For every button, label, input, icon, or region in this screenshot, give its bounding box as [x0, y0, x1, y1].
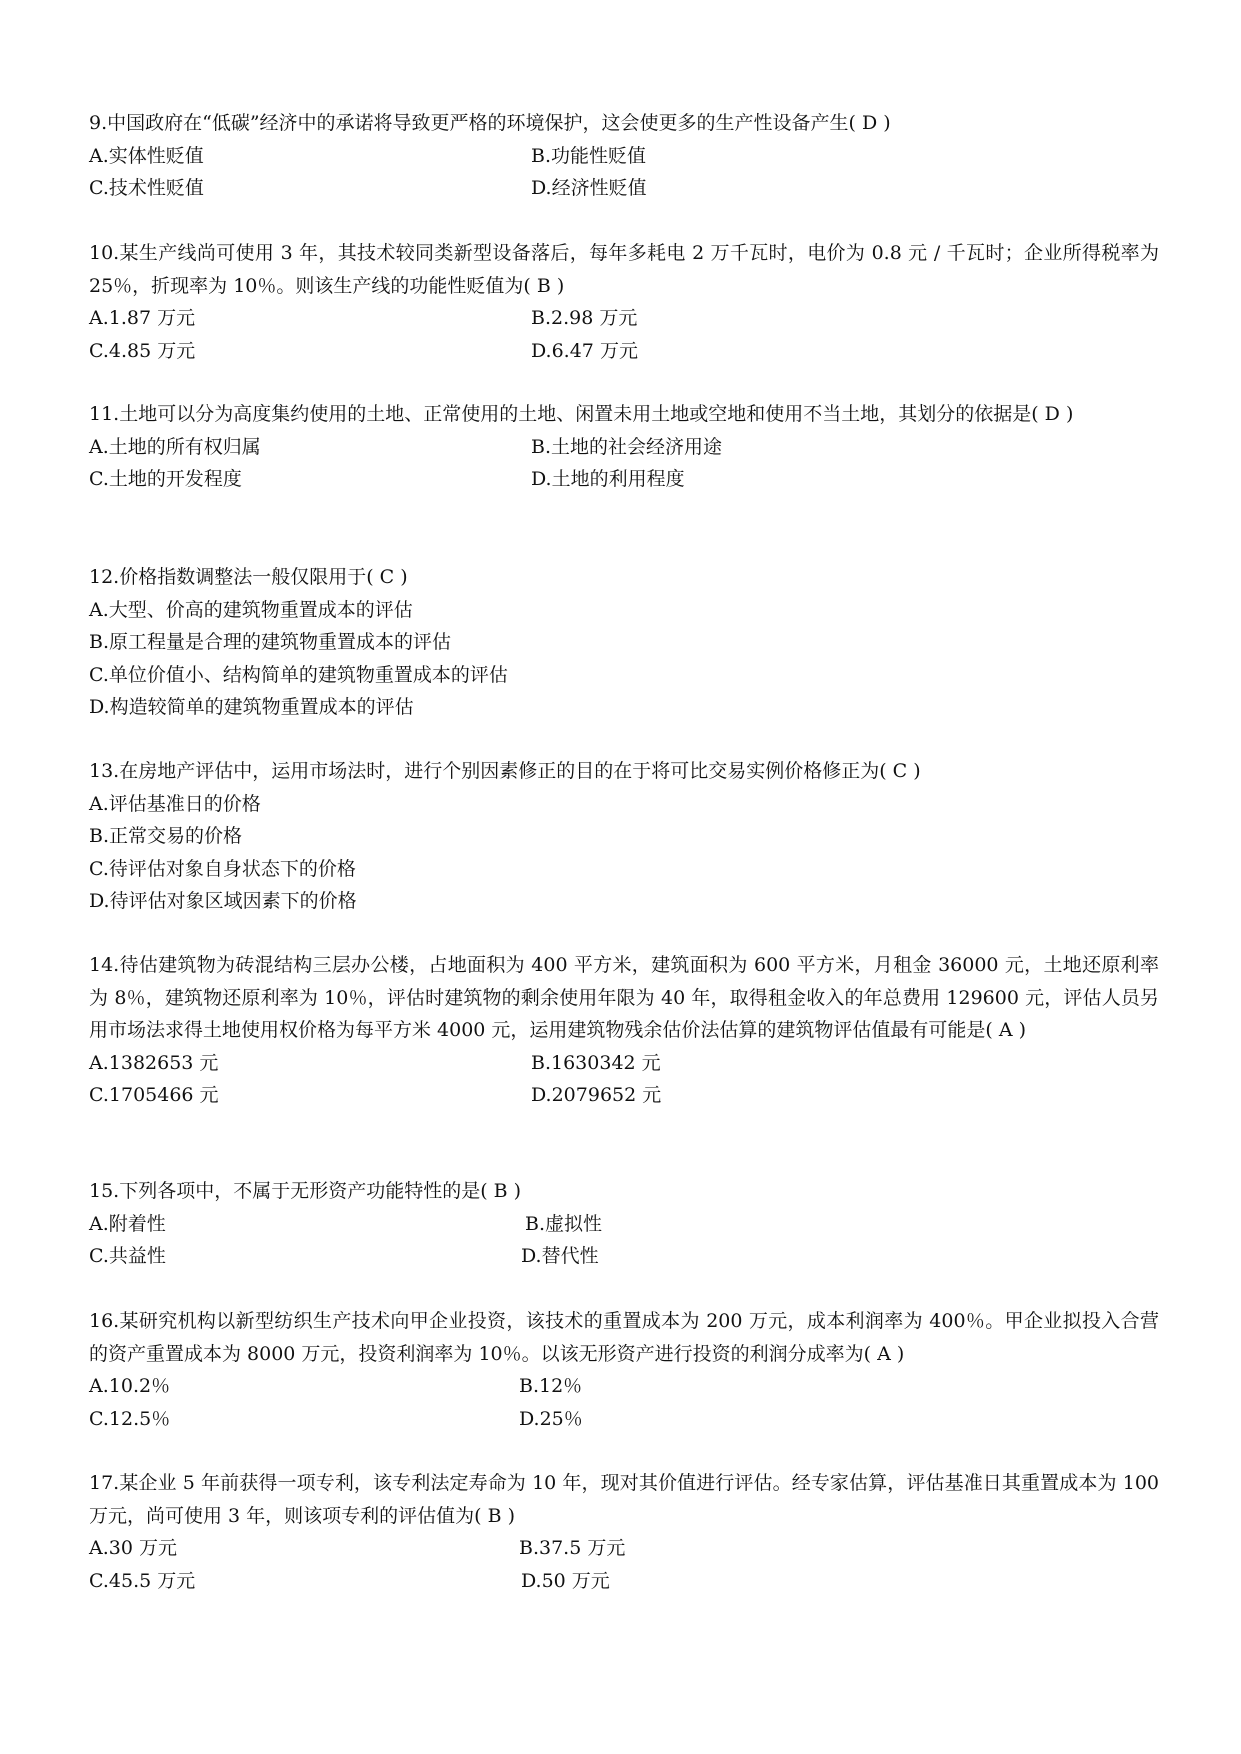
- question-stem: 16.某研究机构以新型纺织生产技术向甲企业投资，该技术的重置成本为 200 万元，成本利润率为 400％。甲企业拟投入合营的资产重置成本为 8000 万元，投资利润率为 10％。以该无形资产进行投资的利润分成率为( A ): [89, 1310, 1159, 1365]
- question-12: [89, 561, 1159, 724]
- option-c: C.单位价值小、结构简单的建筑物重置成本的评估: [89, 663, 508, 686]
- question-stem: 17.某企业 5 年前获得一项专利，该专利法定寿命为 10 年，现对其价值进行评估。经专家估算，评估基准日其重置成本为 100 万元，尚可使用 3 年，则该项专利的评估值为( B ): [89, 1472, 1159, 1527]
- question-stem: 15.下列各项中，不属于无形资产功能特性的是( B ): [89, 1180, 522, 1202]
- option-c: C.土地的开发程度: [89, 468, 242, 490]
- option-c: C.技术性贬值: [89, 177, 204, 199]
- option-a: A.1382653 元: [89, 1051, 219, 1074]
- option-d: D.6.47 万元: [531, 339, 638, 362]
- question-stem: 10.某生产线尚可使用 3 年，其技术较同类新型设备落后，每年多耗电 2 万千瓦时，电价为 0.8 元 / 千瓦时；企业所得税率为 25％，折现率为 10％。则该生产线的功能性贬值为( B ): [89, 242, 1159, 297]
- option-c: C.共益性: [89, 1245, 166, 1267]
- option-d: D.2079652 元: [531, 1084, 662, 1106]
- question-9: [89, 107, 1159, 205]
- option-row: [89, 172, 1159, 205]
- option-a: A.实体性贬值: [89, 144, 204, 167]
- question-16: [89, 1305, 1159, 1435]
- option-a: A.大型、价高的建筑物重置成本的评估: [89, 598, 413, 621]
- option-c: C.4.85 万元: [89, 339, 196, 362]
- option-b: B.2.98 万元: [531, 307, 638, 329]
- option-b: B.原工程量是合理的建筑物重置成本的评估: [89, 631, 452, 653]
- question-14: [89, 949, 1159, 1112]
- option-a: A.土地的所有权归属: [89, 435, 261, 458]
- question-stem: 9.中国政府在“低碳”经济中的承诺将导致更严格的环境保护，这会使更多的生产性设备产生( D ): [89, 112, 891, 134]
- option-row: [89, 140, 1159, 173]
- option-row: [89, 1208, 1159, 1241]
- question-stem: 12.价格指数调整法一般仅限用于( C ): [89, 566, 408, 588]
- option-row: [89, 1240, 1159, 1273]
- question-15: [89, 1175, 1159, 1273]
- option-d: D.经济性贬值: [531, 177, 647, 199]
- option-d: D.待评估对象区域因素下的价格: [89, 890, 357, 912]
- option-row: [89, 1403, 1159, 1436]
- question-11: [89, 398, 1159, 496]
- option-d: D.25％: [519, 1407, 583, 1430]
- option-d: D.土地的利用程度: [531, 468, 685, 490]
- option-d: D.50 万元: [521, 1569, 610, 1592]
- option-row: [89, 1079, 1159, 1112]
- question-stem: 13.在房地产评估中，运用市场法时，进行个别因素修正的目的在于将可比交易实例价格修正为( C ): [89, 760, 921, 782]
- option-b: B.37.5 万元: [519, 1537, 626, 1559]
- option-b: B.土地的社会经济用途: [531, 435, 723, 458]
- option-c: C.45.5 万元: [89, 1569, 196, 1592]
- question-10: [89, 237, 1159, 367]
- option-row: [89, 335, 1159, 368]
- option-a: A.30 万元: [89, 1537, 177, 1559]
- option-c: C.12.5％: [89, 1407, 171, 1430]
- option-d: D.替代性: [521, 1245, 599, 1267]
- option-row: [89, 302, 1159, 335]
- option-b: B.正常交易的价格: [89, 825, 243, 847]
- option-row: [89, 431, 1159, 464]
- option-b: B.功能性贬值: [531, 144, 647, 167]
- option-row: [89, 1565, 1159, 1598]
- option-a: A.评估基准日的价格: [89, 792, 261, 815]
- question-17: [89, 1467, 1159, 1597]
- option-c: C.1705466 元: [89, 1084, 219, 1106]
- option-a: A.10.2％: [89, 1375, 171, 1397]
- option-b: B.1630342 元: [531, 1051, 661, 1074]
- option-row: [89, 463, 1159, 496]
- option-row: [89, 1370, 1159, 1403]
- option-d: D.构造较简单的建筑物重置成本的评估: [89, 696, 414, 718]
- option-c: C.待评估对象自身状态下的价格: [89, 857, 356, 880]
- option-row: [89, 1532, 1159, 1565]
- option-row: [89, 1047, 1159, 1080]
- option-a: A.附着性: [89, 1212, 166, 1235]
- option-a: A.1.87 万元: [89, 307, 196, 329]
- question-stem: 14.待估建筑物为砖混结构三层办公楼，占地面积为 400 平方米，建筑面积为 600 平方米，月租金 36000 元，土地还原利率为 8％，建筑物还原利率为 10％，评估时建筑物的剩余使用年限为 40 年，取得租金收入的年总费用 129600 元，评估人员另用市场法求得土地使用权价格为每平方米 4000 元，运用建筑物残余估价法估算的建筑物评估值最有可能是( A ): [89, 954, 1159, 1041]
- question-13: [89, 755, 1159, 918]
- option-b: B.12％: [519, 1375, 583, 1397]
- question-stem: 11.土地可以分为高度集约使用的土地、正常使用的土地、闲置未用土地或空地和使用不当土地，其划分的依据是( D ): [89, 403, 1074, 425]
- option-b: B.虚拟性: [525, 1212, 603, 1235]
